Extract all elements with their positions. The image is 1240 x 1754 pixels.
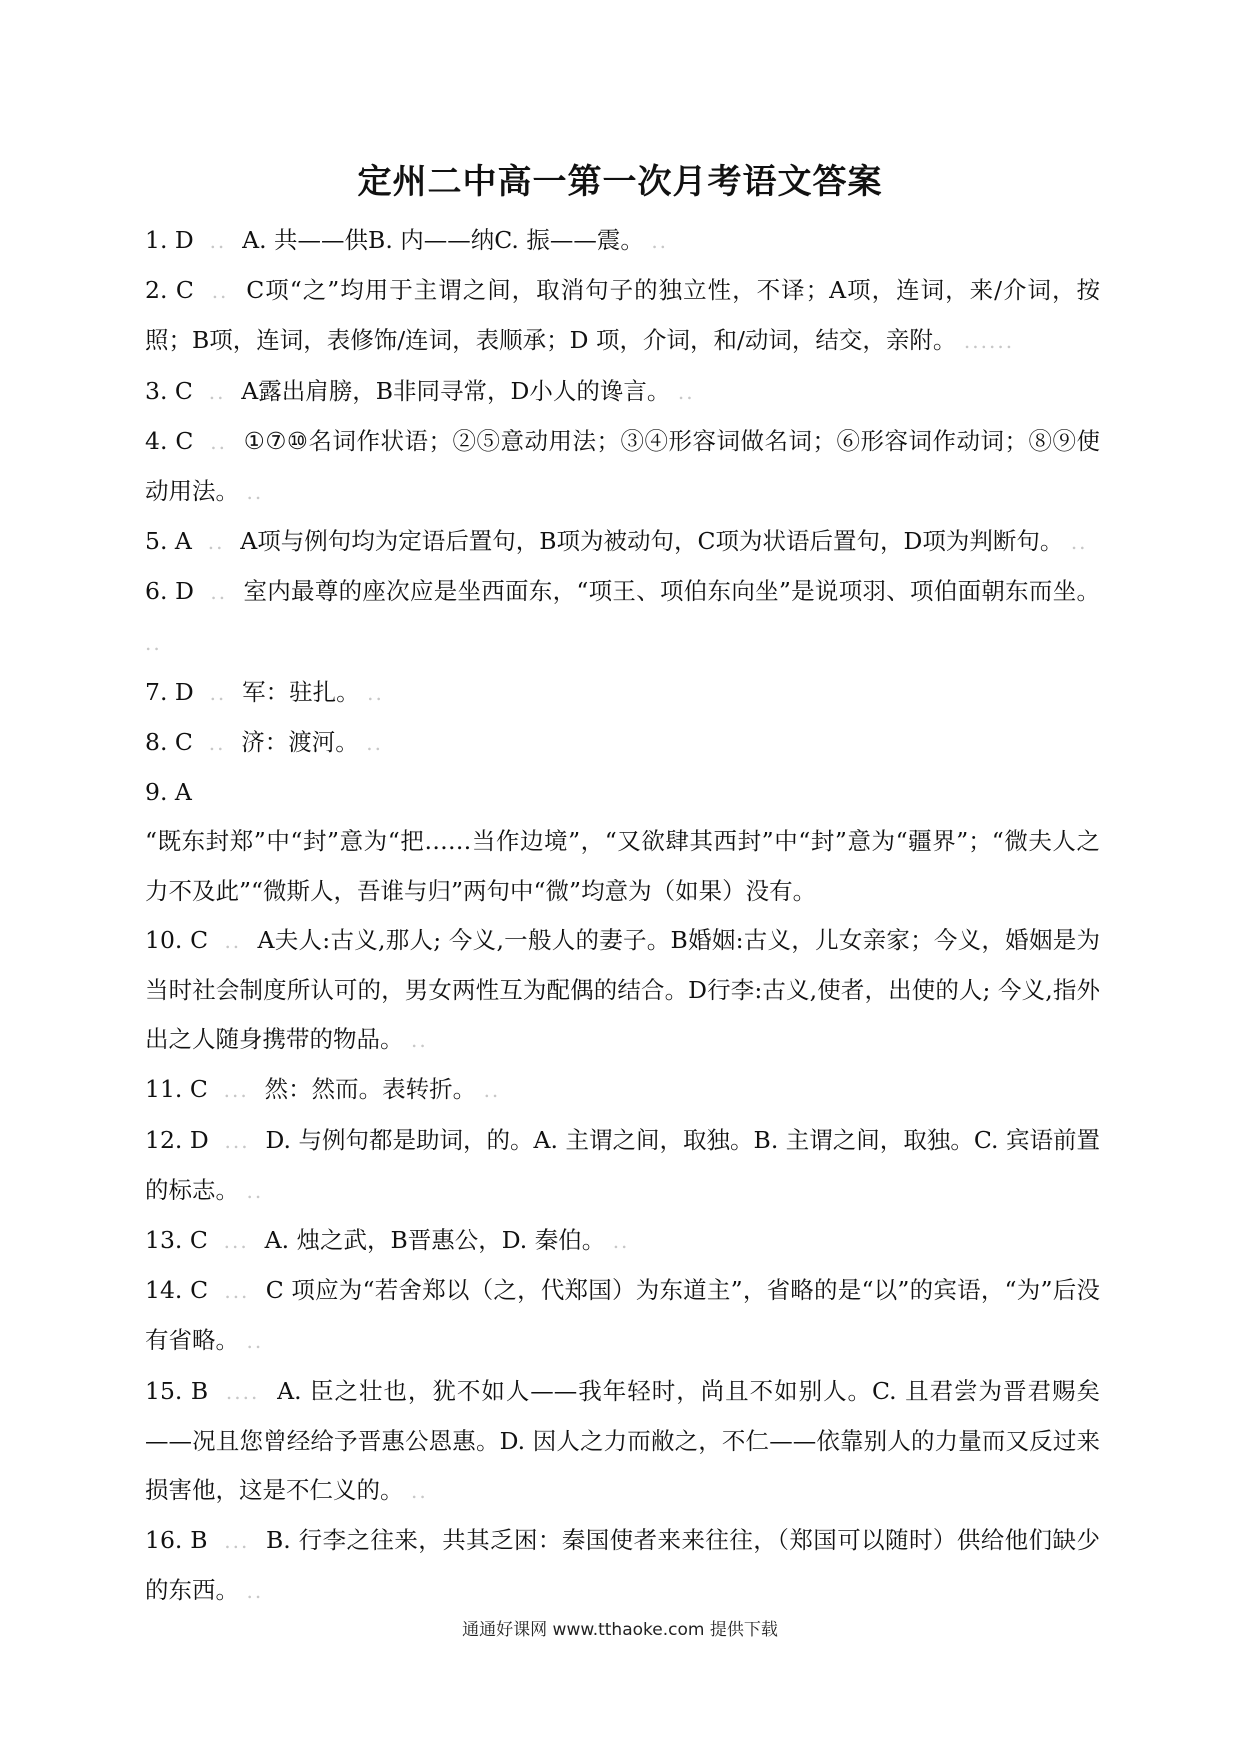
filler-dots: .. <box>410 1028 428 1053</box>
filler-dots: ... <box>215 1529 259 1554</box>
filler-dots: ...... <box>963 329 1015 354</box>
answer-text: 然：然而。表转折。 <box>264 1075 477 1104</box>
filler-dots: .. <box>201 429 236 454</box>
answer-item-2 <box>145 266 1100 366</box>
answer-item-15 <box>145 1367 1100 1517</box>
answer-text: A. 共——供B. 内——纳C. 振——震。 <box>242 226 644 254</box>
answer-label: 13. C <box>145 1226 208 1255</box>
filler-dots: .. <box>677 379 695 404</box>
filler-dots: .. <box>201 580 236 605</box>
answer-item-13 <box>145 1216 1100 1266</box>
answer-text: 济：渡河。 <box>241 728 359 757</box>
answer-text: “既东封郑”中“封”意为“把……当作边境”，“又欲肆其西封”中“封”意为“疆界”；“微夫人之力不及此”“微斯人，吾谁与归”两句中“微”均意为（如果）没有。 <box>145 827 1100 905</box>
answer-label: 4. C <box>145 426 194 455</box>
filler-dots: .. <box>202 279 238 304</box>
answer-label: 3. C <box>145 376 193 405</box>
answer-item-11 <box>145 1065 1100 1115</box>
answer-label: 15. B <box>145 1376 209 1405</box>
filler-dots: .. <box>651 229 669 253</box>
answer-item-5 <box>145 517 1100 567</box>
filler-dots: .. <box>200 379 234 404</box>
answer-text: A露出肩膀，B非同寻常，D小人的谗言。 <box>241 376 671 405</box>
filler-dots: ... <box>215 1279 258 1304</box>
answer-text: A. 烛之武，B晋惠公，D. 秦伯。 <box>264 1226 606 1255</box>
filler-dots: .. <box>246 1579 264 1604</box>
filler-dots: .. <box>483 1078 501 1103</box>
page-footer: 通通好课网 www.tthaoke.com 提供下载 <box>462 1620 778 1640</box>
answer-list <box>145 216 1100 1617</box>
answer-label: 5. A <box>145 527 192 556</box>
filler-dots: ... <box>215 1078 258 1103</box>
answer-item-14 <box>145 1266 1100 1366</box>
answer-label: 6. D <box>145 577 195 606</box>
answer-text: C项“之”均用于主谓之间，取消句子的独立性，不译；A项，连词，来/介词，按照；B项，连词，表修饰/连词，表顺承；D 项，介词，和/动词，结交，亲附。 <box>145 276 1100 355</box>
answer-item-12 <box>145 1116 1100 1216</box>
answer-label: 11. C <box>145 1075 208 1104</box>
answer-item-4 <box>145 417 1100 517</box>
answer-item-8 <box>145 718 1100 768</box>
filler-dots: .. <box>201 229 235 253</box>
answer-text: ①⑦⑩名词作状语；②⑤意动用法；③④形容词做名词；⑥形容词作动词；⑧⑨使动用法。 <box>145 426 1100 506</box>
answer-label: 14. C <box>145 1276 209 1305</box>
answer-label: 2. C <box>145 276 194 305</box>
answer-label: 1. D <box>145 226 194 254</box>
filler-dots: .... <box>216 1379 269 1404</box>
filler-dots: .. <box>367 680 384 705</box>
answer-item-16 <box>145 1516 1100 1616</box>
filler-dots: .. <box>246 480 264 505</box>
filler-dots: ... <box>215 1229 258 1254</box>
answer-label: 16. B <box>145 1526 208 1555</box>
answer-label: 10. C <box>145 925 209 954</box>
answer-text: A. 臣之壮也，犹不如人——我年轻时，尚且不如别人。C. 且君尝为晋君赐矣——况且您曾经给予晋惠公恩惠。D. 因人之力而敝之，不仁——依靠别人的力量而又反过来损害他，这是不仁义的。 <box>145 1376 1100 1505</box>
answer-text: A项与例句均为定语后置句，B项为被动句，C项为状语后置句，D项为判断句。 <box>240 527 1064 556</box>
answer-item-6 <box>145 567 1100 667</box>
answer-text: 室内最尊的座次应是坐西面东，“项王、项伯东向坐”是说项羽、项伯面朝东而坐。 <box>243 577 1100 606</box>
filler-dots: .. <box>1070 530 1088 555</box>
answer-text: D. 与例句都是助词，的。A. 主谓之间，取独。B. 主谓之间，取独。C. 宾语前置的标志。 <box>145 1125 1100 1204</box>
answer-label: 7. D <box>145 677 194 706</box>
filler-dots: .. <box>612 1229 630 1254</box>
answer-item-10 <box>145 916 1100 1066</box>
answer-text: 军：驻扎。 <box>242 677 360 706</box>
answer-label: 9. A <box>145 778 192 807</box>
filler-dots: .. <box>145 630 162 655</box>
answer-item-3 <box>145 367 1100 417</box>
filler-dots: .. <box>200 731 234 756</box>
filler-dots: .. <box>246 1329 264 1354</box>
filler-dots: .. <box>215 928 250 953</box>
answer-label: 8. C <box>145 728 193 757</box>
filler-dots: .. <box>201 680 235 705</box>
answer-item-7 <box>145 668 1100 718</box>
page-title: 定州二中高一第一次月考语文答案 <box>357 162 883 202</box>
filler-dots: .. <box>410 1479 428 1504</box>
filler-dots: ... <box>216 1128 258 1153</box>
answer-text: C 项应为“若舍郑以（之，代郑国）为东道主”，省略的是“以”的宾语，“为”后没有省略。 <box>145 1276 1100 1355</box>
answer-item-9 <box>145 768 1100 916</box>
filler-dots: .. <box>199 530 233 555</box>
answer-label: 12. D <box>145 1125 209 1154</box>
answer-text: B. 行李之往来，共其乏困：秦国使者来来往往，（郑国可以随时）供给他们缺少的东西。 <box>145 1526 1100 1605</box>
answer-item-1 <box>145 216 1100 266</box>
filler-dots: .. <box>366 731 383 756</box>
filler-dots: .. <box>246 1178 264 1203</box>
answer-text: A夫人:古义,那人; 今义,一般人的妻子。B婚姻:古义，儿女亲家；今义，婚姻是为当时社会制度所认可的，男女两性互为配偶的结合。D行李:古义,使者，出使的人; 今义,指外出之人随身携带的物品。 <box>145 925 1100 1054</box>
